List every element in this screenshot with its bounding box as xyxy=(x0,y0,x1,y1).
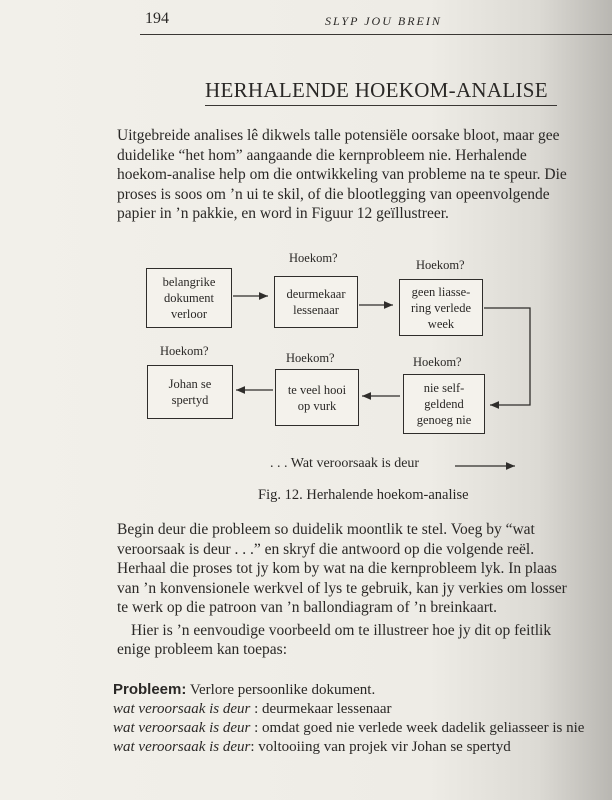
cause-label: wat veroorsaak is deur xyxy=(113,739,251,755)
why-label: Hoekom? xyxy=(416,258,465,272)
diagram-box: geen liasse- ring verlede week xyxy=(399,279,483,336)
section-title: HERHALENDE HOEKOM-ANALISE xyxy=(205,78,548,102)
body-line: veroorsaak is deur . . .” en skryf die antwoord op die volgende reël. xyxy=(117,541,535,558)
cause-label: wat veroorsaak is deur xyxy=(113,720,251,736)
problem-line xyxy=(113,680,375,700)
problem-text: Verlore persoonlike dokument. xyxy=(186,682,376,698)
figure-caption: Fig. 12. Herhalende hoekom-analise xyxy=(258,487,469,503)
body-line-text: te werk op die patroon van ’n ballondiagram of ’n breinkaart. xyxy=(117,599,498,616)
cause-line xyxy=(113,719,584,738)
continuation-text: . . . Wat veroorsaak is deur xyxy=(270,456,420,471)
diagram-box: belangrike dokument verloor xyxy=(146,268,232,328)
problem-label: Probleem: xyxy=(113,681,187,698)
cause-line xyxy=(113,700,392,719)
intro-line: Uitgebreide analises lê dikwels talle potensiële oorsake bloot, maar gee xyxy=(117,127,560,144)
cause-label: wat veroorsaak is deur xyxy=(113,701,251,717)
diagram-box: te veel hooi op vurk xyxy=(275,369,359,426)
body-line xyxy=(117,598,497,618)
diagram-box: Johan se spertyd xyxy=(147,365,233,419)
why-label: Hoekom? xyxy=(289,251,338,265)
cause-line xyxy=(113,738,511,757)
cause-text: : deurmekaar lessenaar xyxy=(250,701,392,717)
cause-text: : omdat goed nie verlede week dadelik geliasseer is nie xyxy=(250,720,585,736)
page-number: 194 xyxy=(145,10,169,27)
running-title: SLYP JOU BREIN xyxy=(325,14,442,28)
why-label: Hoekom? xyxy=(413,355,462,369)
body-line: enige probleem kan toepas: xyxy=(117,641,288,658)
body-line: Herhaal die proses tot jy kom by wat na die kernprobleem lyk. In plaas xyxy=(117,560,557,577)
cause-text: : voltooiing van projek vir Johan se spertyd xyxy=(250,739,511,755)
body-line: Begin deur die probleem so duidelik moontlik te stel. Voeg by “wat xyxy=(117,521,535,538)
intro-line: papier in ’n pakkie, en word in Figuur 12 geïllustreer. xyxy=(117,205,449,222)
arrow-connector xyxy=(484,308,530,405)
intro-line: hoekom-analise help om die ontwikkeling van probleme na te speur. Die xyxy=(117,166,567,183)
diagram-box: nie self- geldend genoeg nie xyxy=(403,374,485,434)
intro-line: duidelike “het hom” aangaande die kernprobleem nie. Herhalende xyxy=(117,147,527,164)
why-label: Hoekom? xyxy=(286,351,335,365)
body-line: Hier is ’n eenvoudige voorbeeld om te illustreer hoe jy dit op feitlik xyxy=(131,622,552,639)
why-label: Hoekom? xyxy=(160,344,209,358)
body-line: van ’n konvensionele werkvel of lys te gebruik, kan jy verkies om losser xyxy=(117,580,567,597)
intro-line: proses is soos om ’n ui te skil, of die blootlegging van opeenvolgende xyxy=(117,186,550,203)
diagram-box: deurmekaar lessenaar xyxy=(274,276,358,328)
